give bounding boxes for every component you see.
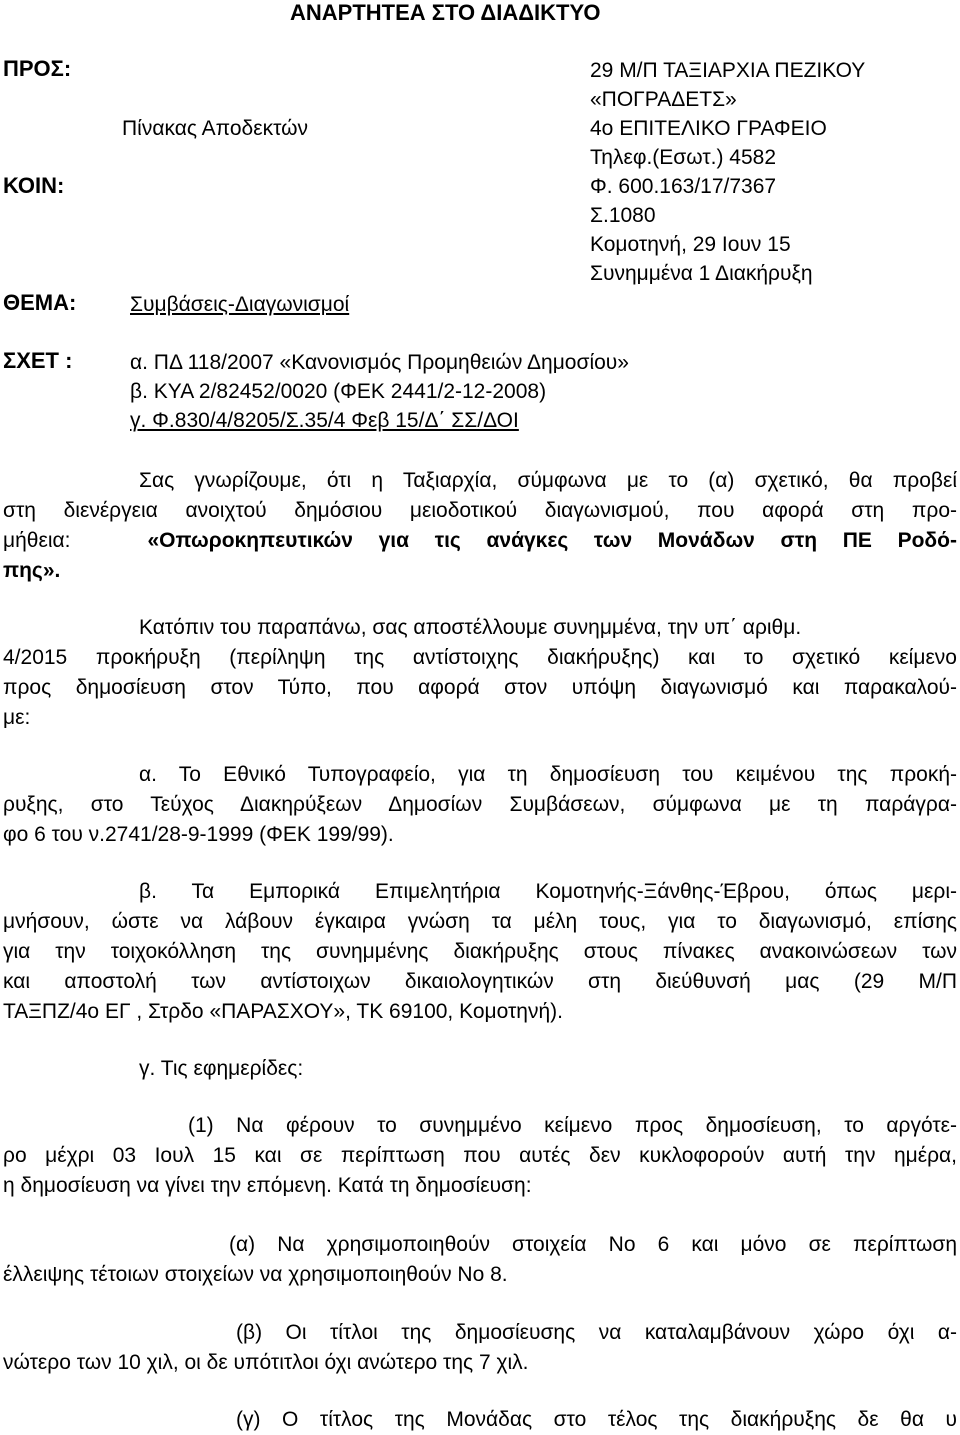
- sxet-label: ΣΧΕΤ :: [3, 348, 73, 373]
- pros-recipients: Πίνακας Αποδεκτών: [122, 117, 308, 140]
- text-line: ρο μέχρι 03 Ιουλ 15 και σε περίπτωση που αυτές δεν κυκλοφορούν αυτή την ημέρα,: [3, 1144, 957, 1167]
- sxet-item: β. ΚΥΑ 2/82452/0020 (ΦΕΚ 2441/2-12-2008): [130, 380, 547, 403]
- item-c-1: [3, 1111, 957, 1201]
- sender-unit-name: «ΠΟΓΡΑΔΕΤΣ»: [590, 88, 737, 111]
- text-line: πης».: [3, 559, 61, 582]
- attachments: Συνημμένα 1 Διακήρυξη: [590, 262, 813, 285]
- subject-bold: «Οπωροκηπευτικών για τις ανάγκες των Μονάδων στη ΠΕ Ροδό-: [147, 529, 957, 552]
- text-line: νώτερο των 10 χιλ, οι δε υπότιτλοι όχι ανώτερο της 7 χιλ.: [3, 1351, 529, 1374]
- sxet-item: γ. Φ.830/4/8205/Σ.35/4 Φεβ 15/Δ΄ ΣΣ/ΔΟΙ: [130, 409, 519, 432]
- pros-label: ΠΡΟΣ:: [3, 56, 72, 81]
- text-line: γ. Τις εφημερίδες:: [139, 1057, 304, 1080]
- sxet-item: α. ΠΔ 118/2007 «Κανονισμός Προμηθειών Δημοσίου»: [130, 351, 629, 374]
- paragraph-intro: [3, 466, 957, 586]
- text-line: (γ) Ο τίτλος της Μονάδας στο τέλος της διακήρυξης δε θα υ: [236, 1408, 957, 1431]
- text-line: με:: [3, 706, 31, 729]
- text-line: Σας γνωρίζουμε, ότι η Ταξιαρχία, σύμφωνα με το (α) σχετικό, θα προβεί: [139, 469, 957, 492]
- item-b: [3, 877, 957, 1027]
- text-line: (1) Να φέρουν το συνημμένο κείμενο προς δημοσίευση, το αργότε-: [188, 1114, 957, 1137]
- item-c-b: [3, 1318, 957, 1378]
- thema-value: Συμβάσεις-Διαγωνισμοί: [130, 293, 350, 316]
- text-line: προς δημοσίευση στον Τύπο, που αφορά στον υπόψη διαγωνισμό και παρακαλού-: [3, 676, 957, 699]
- koin-label: ΚΟΙΝ:: [3, 173, 65, 198]
- document-heading: ΑΝΑΡΤΗΤΕΑ ΣΤΟ ΔΙΑΔΙΚΤΥΟ: [290, 0, 601, 25]
- text-line: (α) Να χρησιμοποιηθούν στοιχεία Νο 6 και μόνο σε περίπτωση: [229, 1233, 957, 1256]
- sender-office: 4ο ΕΠΙΤΕΛΙΚΟ ΓΡΑΦΕΙΟ: [590, 117, 827, 140]
- item-a: [3, 760, 957, 850]
- text-line: (β) Οι τίτλοι της δημοσίευσης να καταλαμβάνουν χώρο όχι α-: [236, 1321, 957, 1344]
- text-line: 4/2015 προκήρυξη (περίληψη της αντίστοιχης διακήρυξης) και το σχετικό κείμενο: [3, 646, 957, 669]
- text-line: έλλειψης τέτοιων στοιχείων να χρησιμοποιηθούν Νο 8.: [3, 1263, 508, 1286]
- place-date: Κομοτηνή, 29 Ιουν 15: [590, 233, 791, 256]
- item-c-g: [3, 1405, 957, 1435]
- text-line: [3, 526, 957, 556]
- text-line: μνήσουν, ώστε να λάβουν έγκαιρα γνώση τα μέλη τους, για το διαγωνισμό, επίσης: [3, 910, 957, 933]
- text-line: η δημοσίευση να γίνει την επόμενη. Κατά τη δημοσίευση:: [3, 1174, 532, 1197]
- text-fragment: μήθεια:: [3, 529, 71, 552]
- protocol-number: Σ.1080: [590, 204, 656, 227]
- text-line: για την τοιχοκόλληση της συνημμένης διακήρυξης στους πίνακες ανακοινώσεων των: [3, 940, 957, 963]
- file-number: Φ. 600.163/17/7367: [590, 175, 777, 198]
- text-line: φο 6 του ν.2741/28-9-1999 (ΦΕΚ 199/99).: [3, 823, 394, 846]
- text-line: α. Το Εθνικό Τυπογραφείο, για τη δημοσίευση του κειμένου της προκή-: [139, 763, 957, 786]
- text-line: ΤΑΞΠΖ/4ο ΕΓ , Στρδο «ΠΑΡΑΣΧΟΥ», ΤΚ 69100, Κομοτηνή).: [3, 1000, 563, 1023]
- text-line: β. Τα Εμπορικά Επιμελητήρια Κομοτηνής-Ξάνθης-Έβρου, όπως μερι-: [139, 880, 957, 903]
- text-line: στη διενέργεια ανοιχτού δημόσιου μειοδοτικού διαγωνισμού, που αφορά στη προ-: [3, 499, 957, 522]
- text-line: ρυξης, στο Τεύχος Διακηρύξεων Δημοσίων Συμβάσεων, σύμφωνα με τη παράγρα-: [3, 793, 957, 816]
- item-c-a: [3, 1230, 957, 1290]
- item-c: [3, 1054, 957, 1084]
- paragraph-attachments: [3, 613, 957, 733]
- thema-label: ΘΕΜΑ:: [3, 290, 77, 315]
- text-line: Κατόπιν του παραπάνω, σας αποστέλλουμε συνημμένα, την υπ΄ αριθμ.: [139, 616, 802, 639]
- text-line: και αποστολή των αντίστοιχων δικαιολογητικών στη διεύθυνσή μας (29 Μ/Π: [3, 970, 957, 993]
- sender-unit: 29 Μ/Π ΤΑΞΙΑΡΧΙΑ ΠΕΖΙΚΟΥ: [590, 59, 866, 82]
- sender-phone: Τηλεφ.(Εσωτ.) 4582: [590, 146, 777, 169]
